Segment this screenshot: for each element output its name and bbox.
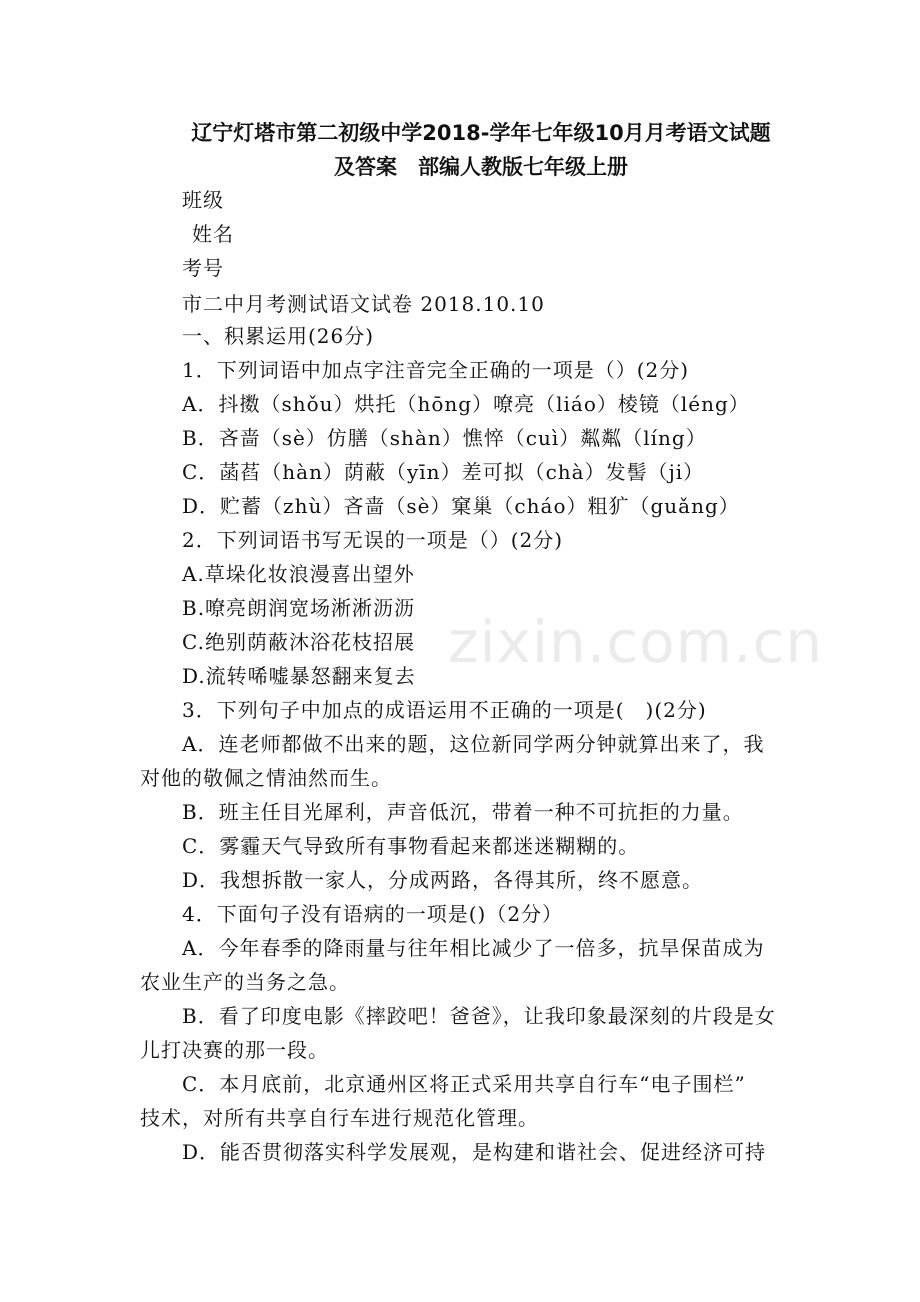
question-2-option-c: C.绝别荫蔽沐浴花枝招展 xyxy=(182,630,415,654)
question-3-option-d: D．我想拆散一家人，分成两路，各得其所，终不愿意。 xyxy=(182,868,704,892)
question-3-option-a-line-1: A．连老师都做不出来的题，这位新同学两分钟就算出来了，我 xyxy=(182,732,765,756)
question-3-option-a-line-2: 对他的敬佩之情油然而生。 xyxy=(140,766,392,790)
title-line-2: 及答案 部编人教版七年级上册 xyxy=(334,155,628,179)
field-class-label: 班级 xyxy=(182,188,224,212)
title-line-1: 辽宁灯塔市第二初级中学2018-学年七年级10月月考语文试题 xyxy=(191,121,771,145)
question-4-option-a-line-1: A．今年春季的降雨量与往年相比减少了一倍多，抗旱保苗成为 xyxy=(182,936,765,960)
question-4-option-a-line-2: 农业生产的当务之急。 xyxy=(140,970,350,994)
question-4-stem: 4．下面句子没有语病的一项是()（2分） xyxy=(182,902,564,926)
watermark: zixin.com.cn xyxy=(448,608,824,676)
question-4-option-b-line-2: 儿打决赛的那一段。 xyxy=(140,1038,329,1062)
question-3-option-b: B．班主任目光犀利，声音低沉，带着一种不可抗拒的力量。 xyxy=(182,800,744,824)
question-1-option-a: A．抖擞（shǒu）烘托（hōng）嘹亮（liáo）棱镜（léng） xyxy=(182,392,750,416)
question-4-option-c-line-1: C．本月底前，北京通州区将正式采用共享自行车“电子围栏” xyxy=(182,1072,746,1096)
question-2-option-a: A.草垛化妆浪漫喜出望外 xyxy=(182,562,415,586)
field-name-label: 姓名 xyxy=(192,222,234,246)
document-title xyxy=(140,116,822,184)
question-3-option-c: C．雾霾天气导致所有事物看起来都迷迷糊糊的。 xyxy=(182,834,640,858)
exam-header: 市二中月考测试语文试卷 2018.10.10 xyxy=(182,292,545,316)
question-4-option-b-line-1: B．看了印度电影《摔跤吧！爸爸》，让我印象最深刻的片段是女 xyxy=(182,1004,776,1028)
question-1-stem: 1．下列词语中加点字注音完全正确的一项是（）(2分) xyxy=(182,358,690,382)
question-3-stem: 3．下列句子中加点的成语运用不正确的一项是( )(2分) xyxy=(182,698,707,722)
section-heading: 一、积累运用(26分) xyxy=(182,324,375,348)
field-number-label: 考号 xyxy=(182,256,224,280)
question-1-option-d: D．贮蓄（zhù）吝啬（sè）窠巢（cháo）粗犷（guǎng） xyxy=(182,494,740,518)
question-1-option-b: B．吝啬（sè）仿膳（shàn）憔悴（cuì）粼粼（líng） xyxy=(182,426,707,450)
question-2-stem: 2．下列词语书写无误的一项是（）(2分) xyxy=(182,528,564,552)
question-4-option-c-line-2: 技术，对所有共享自行车进行规范化管理。 xyxy=(140,1106,539,1130)
question-2-option-d: D.流转唏嘘暴怒翻来复去 xyxy=(182,664,416,688)
question-4-option-d-line-1: D．能否贯彻落实科学发展观，是构建和谐社会、促进经济可持 xyxy=(182,1140,767,1164)
question-2-option-b: B.嘹亮朗润宽场淅淅沥沥 xyxy=(182,596,416,620)
question-1-option-c: C．菡萏（hàn）荫蔽（yīn）差可拟（chà）发髻（ji） xyxy=(182,460,705,484)
